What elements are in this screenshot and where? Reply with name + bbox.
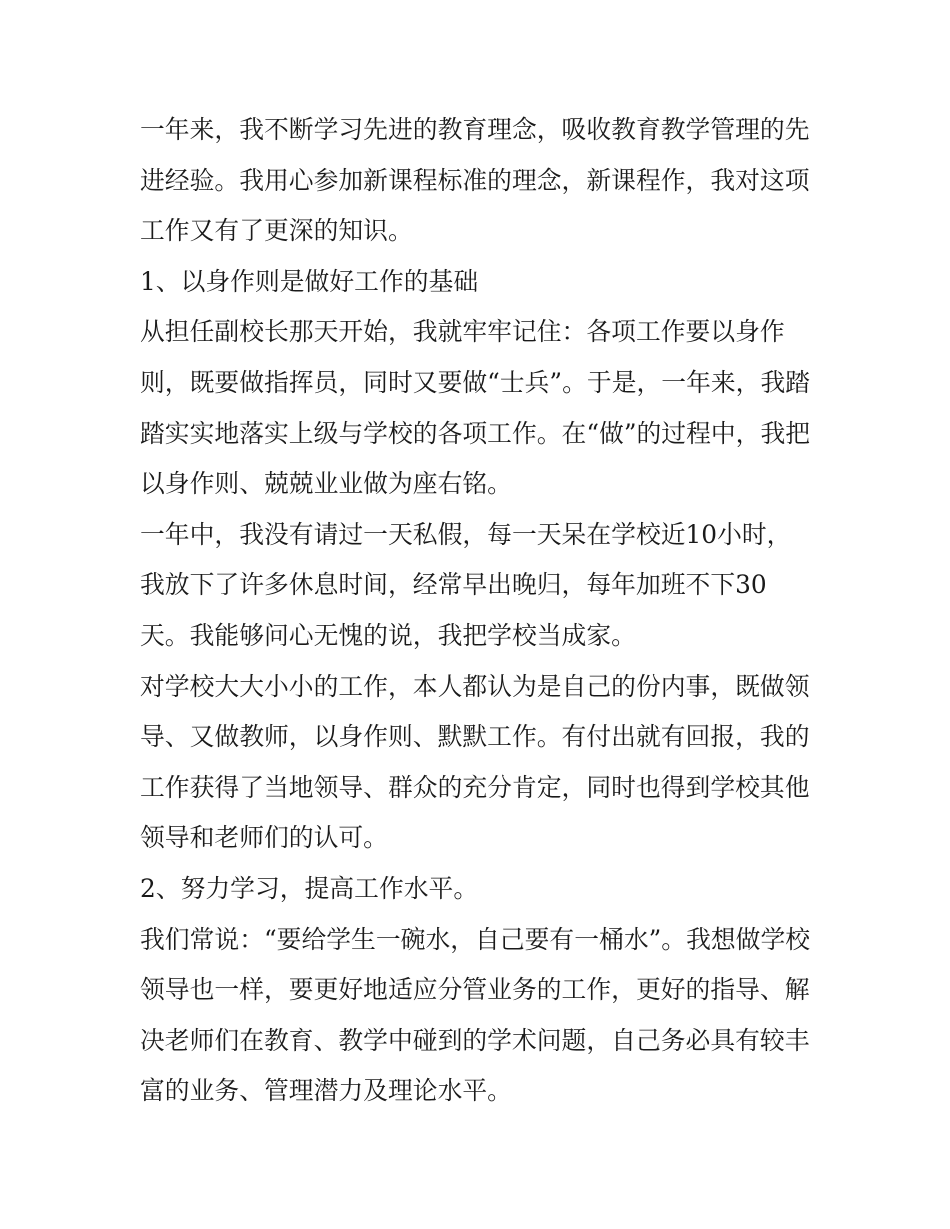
paragraph <box>140 864 840 915</box>
text-line: 以身作则、兢兢业业做为座右铭。 <box>140 469 512 499</box>
text-line: 工作又有了更深的知识。 <box>140 216 413 246</box>
text-line: 从担任副校长那天开始，我就牢牢记住：各项工作要以身作 <box>140 317 785 347</box>
text-line: 天。我能够问心无愧的说，我把学校当成家。 <box>140 620 636 650</box>
paragraph <box>140 510 840 662</box>
paragraph <box>140 105 840 257</box>
text-line: 一年来，我不断学习先进的教育理念，吸收教育教学管理的先 <box>140 115 810 144</box>
paragraph <box>140 662 840 864</box>
text-line: 我放下了许多休息时间，经常早出晚归，每年加班不下30 <box>140 570 767 600</box>
text-line: 1、以身作则是做好工作的基础 <box>140 266 479 296</box>
text-line: 踏实实地落实上级与学校的各项工作。在“做”的过程中，我把 <box>140 418 811 448</box>
text-line: 富的业务、管理潜力及理论水平。 <box>140 1076 512 1106</box>
text-line: 一年中，我没有请过一天私假，每一天呆在学校近10小时， <box>140 519 792 549</box>
paragraph <box>140 915 840 1117</box>
text-line: 决老师们在教育、教学中碰到的学术问题，自己务必具有较丰 <box>140 1025 810 1055</box>
paragraph <box>140 307 840 509</box>
text-line: 对学校大大小小的工作，本人都认为是自己的份内事，既做领 <box>140 671 810 701</box>
text-line: 工作获得了当地领导、群众的充分肯定，同时也得到学校其他 <box>140 772 810 802</box>
text-line: 2、努力学习，提高工作水平。 <box>140 873 479 903</box>
text-line: 领导也一样，要更好地适应分管业务的工作，更好的指导、解 <box>140 975 810 1005</box>
text-line: 领导和老师们的认可。 <box>140 823 388 853</box>
text-line: 则，既要做指挥员，同时又要做“士兵”。于是，一年来，我踏 <box>140 367 811 397</box>
document-body <box>140 105 840 1117</box>
paragraph <box>140 257 840 308</box>
text-line: 进经验。我用心参加新课程标准的理念，新课程作，我对这项 <box>140 165 810 195</box>
text-line: 导、又做教师，以身作则、默默工作。有付出就有回报，我的 <box>140 722 810 752</box>
text-line: 我们常说：“要给学生一碗水，自己要有一桶水”。我想做学校 <box>140 924 811 954</box>
